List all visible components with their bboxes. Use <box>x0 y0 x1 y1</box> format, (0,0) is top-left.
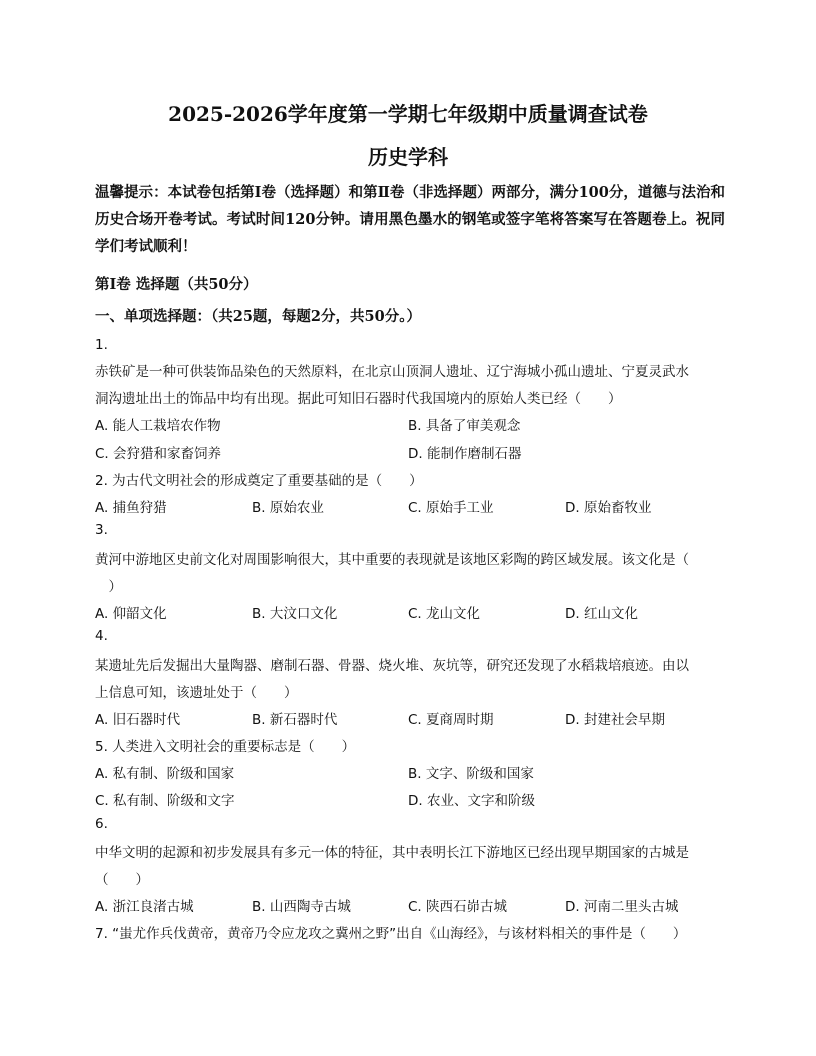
option-d: D. 河南二里头古城 <box>565 899 679 915</box>
question-number: 3. <box>95 522 108 538</box>
option-b: B. 具备了审美观念 <box>408 418 521 434</box>
option-c: C. 私有制、阶级和文字 <box>95 793 235 809</box>
question-stem: 2. 为古代文明社会的形成奠定了重要基础的是（ ） <box>95 473 423 489</box>
question-stem: 7. “蚩尤作兵伐黄帝，黄帝乃令应龙攻之冀州之野”出自《山海经》，与该材料相关的事件是（ ） <box>95 926 687 942</box>
question-stem: 上信息可知，该遗址处于（ ） <box>95 685 298 701</box>
option-c: C. 原始手工业 <box>408 500 494 516</box>
question-number: 4. <box>95 628 108 644</box>
option-a: A. 能人工栽培农作物 <box>95 418 221 434</box>
option-c: C. 夏商周时期 <box>408 712 494 728</box>
exam-notice: 温馨提示：本试卷包括第Ⅰ卷（选择题）和第Ⅱ卷（非选择题）两部分，满分100分，道德与法治和历史合场开卷考试。考试时间120分钟。请用黑色墨水的钢笔或签字笔将答案写在答题卷上。祝同学们考试顺利！ <box>95 184 725 255</box>
question-stem: 中华文明的起源和初步发展具有多元一体的特征，其中表明长江下游地区已经出现早期国家的古城是 <box>95 845 689 861</box>
option-b: B. 山西陶寺古城 <box>252 899 351 915</box>
question-number: 6. <box>95 816 108 832</box>
option-d: D. 农业、文字和阶级 <box>408 793 535 809</box>
option-c: C. 陕西石峁古城 <box>408 899 508 915</box>
section1-title: 一、单项选择题：（共25题，每题2分，共50分。） <box>95 308 421 325</box>
question-stem: （ ） <box>95 872 149 888</box>
option-a: A. 旧石器时代 <box>95 712 181 728</box>
option-d: D. 原始畜牧业 <box>565 500 652 516</box>
question-number: 1. <box>95 337 108 353</box>
option-b: B. 原始农业 <box>252 500 324 516</box>
question-stem: 某遗址先后发掘出大量陶器、磨制石器、骨器、烧火堆、灰坑等，研究还发现了水稻栽培痕迹。由以 <box>95 658 689 674</box>
question-stem: ） <box>95 579 122 595</box>
option-b: B. 文字、阶级和国家 <box>408 766 534 782</box>
option-a: A. 浙江良渚古城 <box>95 899 194 915</box>
option-c: C. 会狩猎和家畜饲养 <box>95 446 222 462</box>
option-d: D. 能制作磨制石器 <box>408 446 522 462</box>
option-a: A. 仰韶文化 <box>95 606 167 622</box>
question-stem: 赤铁矿是一种可供装饰品染色的天然原料，在北京山顶洞人遗址、辽宁海城小孤山遗址、宁夏灵武水 <box>95 364 689 380</box>
part1-title: 第Ⅰ卷 选择题（共50分） <box>95 276 258 293</box>
exam-subject: 历史学科 <box>368 145 448 169</box>
option-b: B. 新石器时代 <box>252 712 338 728</box>
question-stem: 5. 人类进入文明社会的重要标志是（ ） <box>95 739 356 755</box>
option-d: D. 红山文化 <box>565 606 638 622</box>
option-c: C. 龙山文化 <box>408 606 481 622</box>
option-a: A. 私有制、阶级和国家 <box>95 766 235 782</box>
option-b: B. 大汶口文化 <box>252 606 338 622</box>
question-stem: 黄河中游地区史前文化对周围影响很大，其中重要的表现就是该地区彩陶的跨区域发展。该文化是（ <box>95 552 689 568</box>
exam-title: 2025-2026学年度第一学期七年级期中质量调查试卷 <box>168 102 648 126</box>
option-a: A. 捕鱼狩猎 <box>95 500 167 516</box>
question-stem: 洞沟遗址出土的饰品中均有出现。据此可知旧石器时代我国境内的原始人类已经（ ） <box>95 391 622 407</box>
option-d: D. 封建社会早期 <box>565 712 665 728</box>
